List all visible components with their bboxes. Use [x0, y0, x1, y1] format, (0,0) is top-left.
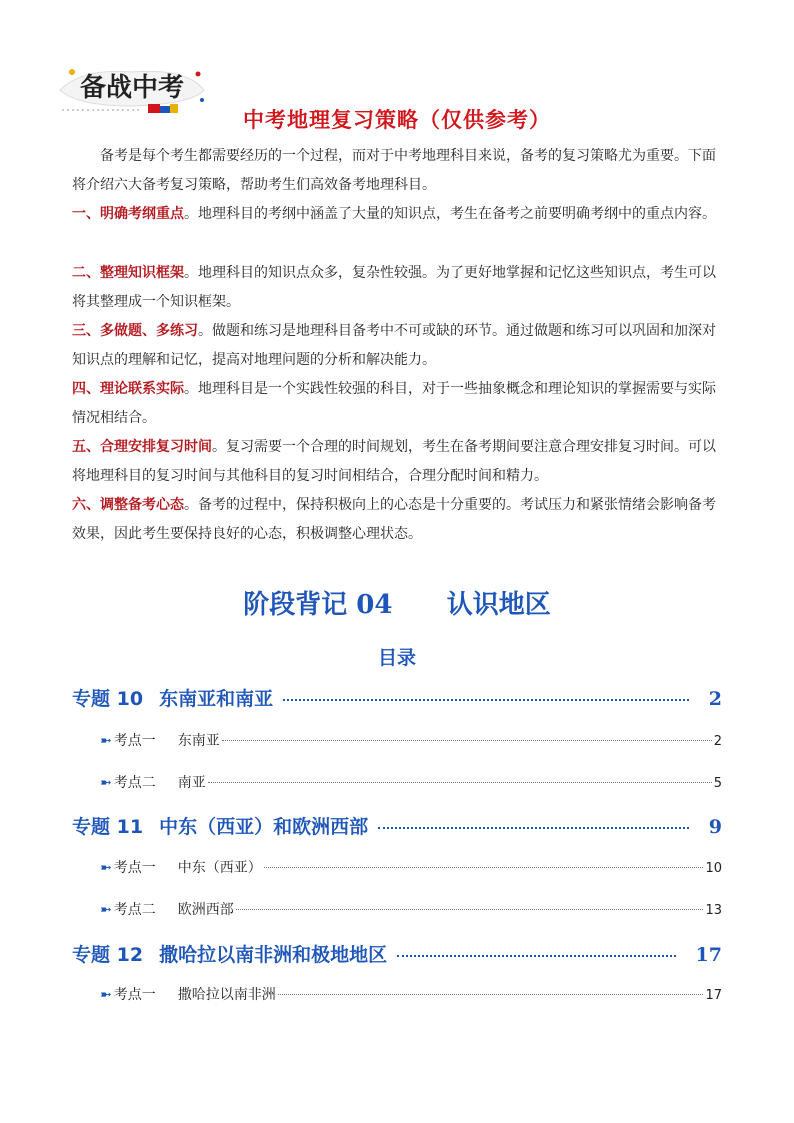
topic-number: 专题 12 [72, 944, 144, 966]
logo-text: 备战中考 [79, 73, 185, 103]
page-number: 2 [708, 688, 722, 710]
point-label: 考点一 [113, 733, 156, 749]
strategy-heading: 五、合理安排复习时间 [72, 439, 212, 455]
strategy-item [72, 433, 726, 491]
strategy-item [72, 491, 726, 549]
strategy-heading: 六、调整备考心态 [72, 497, 184, 513]
dot-leader [264, 867, 704, 868]
topic-name: 撒哈拉以南非洲和极地地区 [159, 944, 388, 966]
strategy-text: 。备考的过程中，保持积极向上的心态是十分重要的。考试压力和紧张情绪会影响备考效果，因此考生要保持良好的心态，积极调整心理状态。 [72, 497, 716, 542]
arrow-icon: ➼ [100, 733, 112, 749]
toc-topic[interactable] [72, 812, 722, 839]
strategy-text: 。做题和练习是地理科目备考中不可或缺的环节。通过做题和练习可以巩固和加深对知识点的理解和记忆，提高对地理问题的分析和解决能力。 [72, 323, 716, 368]
point-name: 中东（西亚） [177, 860, 262, 876]
arrow-icon: ➼ [100, 860, 112, 876]
dot-leader [378, 827, 689, 829]
dot-leader [283, 699, 689, 701]
topic-number: 专题 10 [72, 688, 144, 710]
topic-number: 专题 11 [72, 816, 144, 838]
point-name: 欧洲西部 [177, 902, 234, 918]
arrow-icon: ➼ [100, 987, 112, 1003]
toc-point[interactable] [100, 984, 722, 1004]
strategy-heading: 二、整理知识框架 [72, 265, 184, 281]
page-number: 13 [705, 903, 722, 918]
dot-leader [222, 740, 712, 741]
toc-title: 目录 [377, 647, 416, 669]
strategy-item [72, 375, 726, 433]
point-label: 考点二 [113, 902, 156, 918]
strategy-text: 。复习需要一个合理的时间规划，考生在备考期间要注意合理安排复习时间。可以将地理科目的复习时间与其他科目的复习时间相结合，合理分配时间和精力。 [72, 439, 716, 484]
toc-point[interactable] [100, 899, 722, 919]
arrow-icon: ➼ [100, 775, 112, 791]
dot-leader [208, 782, 712, 783]
arrow-icon: ➼ [100, 902, 112, 918]
point-name: 南亚 [177, 775, 206, 791]
point-name: 撒哈拉以南非洲 [177, 987, 276, 1003]
point-name: 东南亚 [177, 733, 220, 749]
strategy-heading: 四、理论联系实际 [72, 381, 184, 397]
toc-topic[interactable] [72, 684, 722, 711]
toc-topic[interactable] [72, 940, 722, 967]
dot-leader [278, 994, 704, 995]
page-number: 10 [705, 861, 722, 876]
topic-name: 中东（西亚）和欧洲西部 [159, 816, 369, 838]
strategy-heading: 一、明确考纲重点 [72, 206, 184, 222]
strategy-item [72, 317, 726, 375]
stage-title: 阶段背记 04 认识地区 [243, 590, 551, 620]
topic-name: 东南亚和南亚 [159, 688, 274, 710]
page-number: 17 [705, 988, 722, 1003]
strategy-text: 。地理科目是一个实践性较强的科目，对于一些抽象概念和理论知识的掌握需要与实际情况相结合。 [72, 381, 716, 426]
page-number: 9 [708, 816, 722, 838]
point-label: 考点一 [113, 987, 156, 1003]
toc-point[interactable] [100, 772, 722, 792]
point-label: 考点一 [113, 860, 156, 876]
strategy-text: 。地理科目的知识点众多，复杂性较强。为了更好地掌握和记忆这些知识点，考生可以将其整理成一个知识框架。 [72, 265, 716, 310]
toc-point[interactable] [100, 857, 722, 877]
toc-point[interactable] [100, 730, 722, 750]
page-title: 中考地理复习策略（仅供参考） [243, 108, 551, 132]
page-number: 5 [713, 776, 722, 791]
strategy-text: 。地理科目的考纲中涵盖了大量的知识点，考生在备考之前要明确考纲中的重点内容。 [184, 206, 716, 222]
page-number: 17 [695, 944, 722, 966]
point-label: 考点二 [113, 775, 156, 791]
dot-leader [236, 909, 704, 910]
strategy-item [72, 259, 726, 317]
page-number: 2 [713, 734, 722, 749]
strategy-item [72, 200, 726, 229]
intro-paragraph: 备考是每个考生都需要经历的一个过程，而对于中考地理科目来说，备考的复习策略尤为重要。下面将介绍六大备考复习策略，帮助考生们高效备考地理科目。 [72, 148, 716, 193]
strategy-heading: 三、多做题、多练习 [72, 323, 198, 339]
dot-leader [397, 955, 675, 957]
